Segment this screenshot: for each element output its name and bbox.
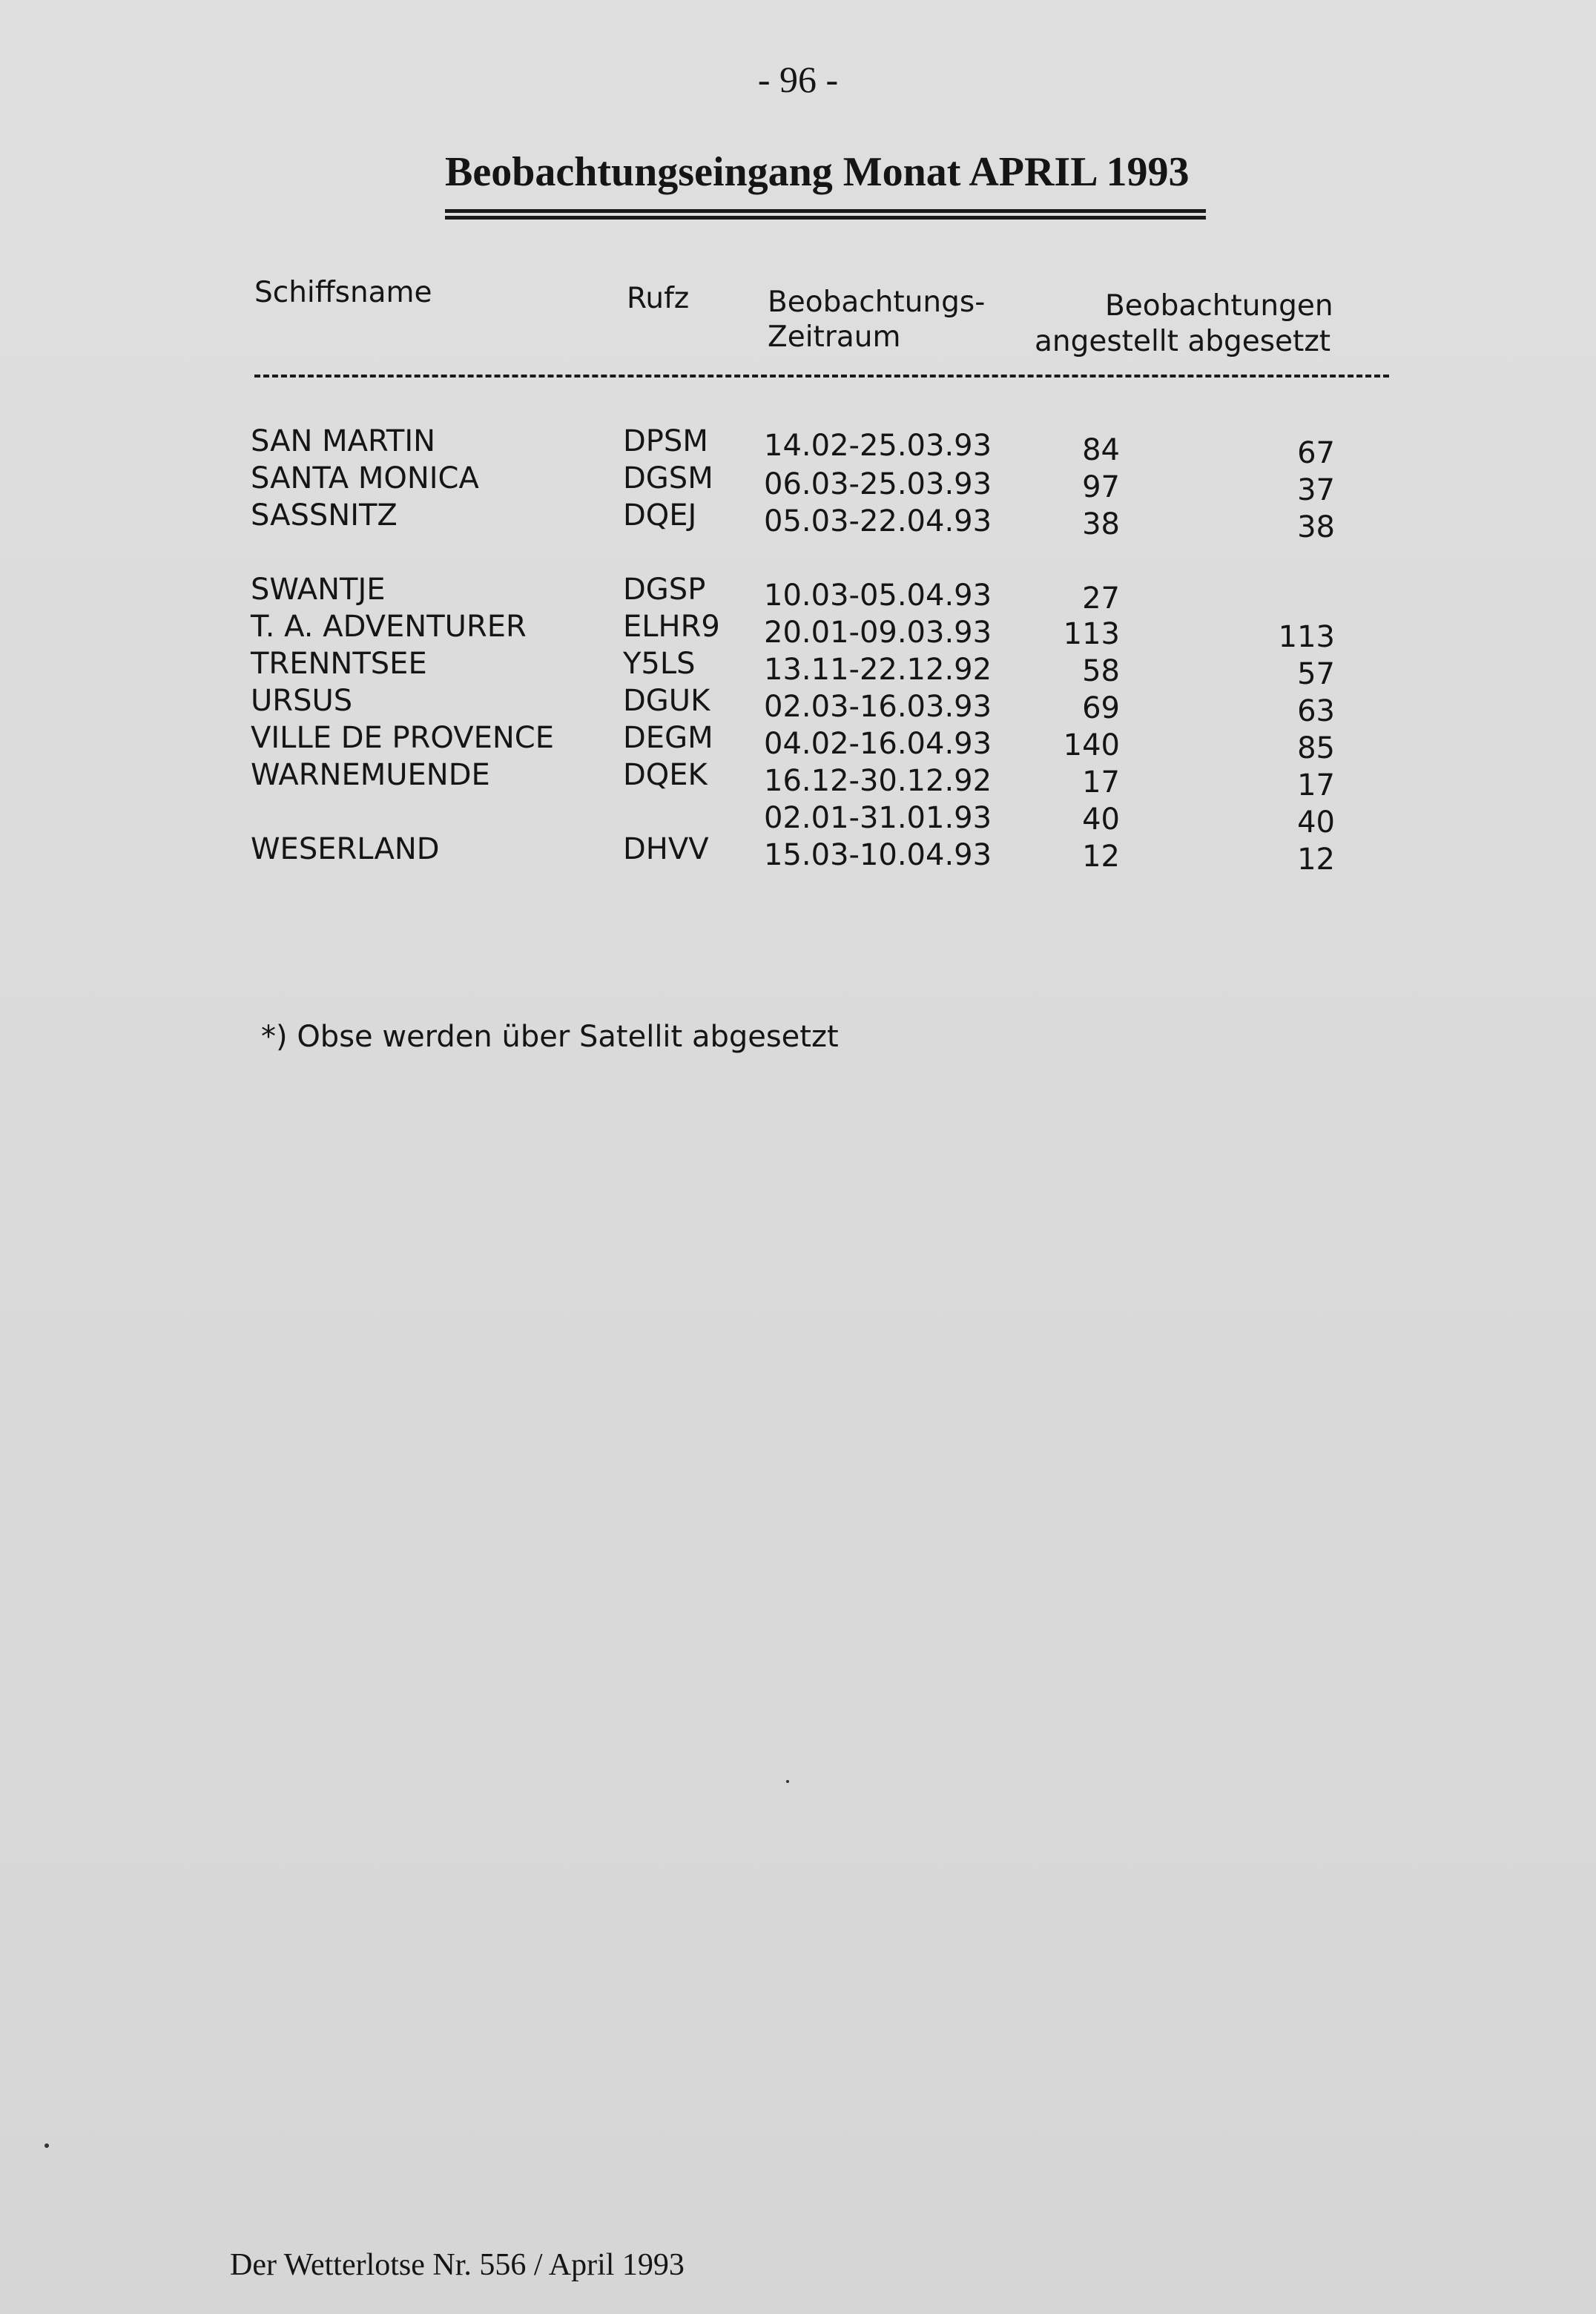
header-schiffsname: Schiffsname xyxy=(254,276,432,309)
cell-rufz: DGSM xyxy=(623,461,713,495)
table-row xyxy=(0,610,1596,654)
cell-abgesetzt: 37 xyxy=(1297,473,1335,507)
document-title: Beobachtungseingang Monat APRIL 1993 xyxy=(445,149,1190,195)
scan-speck xyxy=(44,2143,49,2148)
cell-abgesetzt: 63 xyxy=(1297,694,1335,728)
table-row xyxy=(0,758,1596,802)
table-row xyxy=(0,795,1596,840)
cell-name: WESERLAND xyxy=(251,832,440,866)
cell-rufz: DQEJ xyxy=(623,498,697,533)
table-row xyxy=(0,684,1596,728)
table-row xyxy=(0,461,1596,507)
cell-zeitraum: 02.01-31.01.93 xyxy=(764,801,992,835)
cell-abgesetzt: 40 xyxy=(1297,805,1335,840)
cell-angestellt: 58 xyxy=(1082,654,1120,688)
cell-name: URSUS xyxy=(251,684,353,718)
cell-abgesetzt: 57 xyxy=(1297,657,1335,691)
cell-name: T. A. ADVENTURER xyxy=(251,610,527,644)
cell-name: TRENNTSEE xyxy=(251,647,427,681)
cell-angestellt: 140 xyxy=(1063,728,1120,762)
table-row xyxy=(0,721,1596,765)
table-row xyxy=(0,424,1596,470)
cell-angestellt: 69 xyxy=(1082,691,1120,725)
table-row xyxy=(0,573,1596,616)
cell-abgesetzt: 67 xyxy=(1297,436,1335,470)
cell-zeitraum: 10.03-05.04.93 xyxy=(764,578,992,613)
header-zeitraum-line1: Beobachtungs- xyxy=(768,286,986,319)
table-row xyxy=(0,647,1596,691)
cell-name: SAN MARTIN xyxy=(251,424,436,458)
cell-name: SWANTJE xyxy=(251,573,386,607)
cell-zeitraum: 13.11-22.12.92 xyxy=(764,653,992,687)
cell-zeitraum: 20.01-09.03.93 xyxy=(764,616,992,650)
cell-zeitraum: 06.03-25.03.93 xyxy=(764,467,992,501)
page-footer: Der Wetterlotse Nr. 556 / April 1993 xyxy=(230,2248,685,2282)
page-number: - 96 - xyxy=(757,59,839,100)
cell-rufz: DPSM xyxy=(623,424,708,458)
cell-abgesetzt: 38 xyxy=(1297,510,1335,544)
footnote: *) Obse werden über Satellit abgesetzt xyxy=(261,1020,839,1054)
header-rufz: Rufz xyxy=(627,282,690,315)
header-angestellt-abgesetzt: angestellt abgesetzt xyxy=(1035,325,1331,358)
table-row xyxy=(0,832,1596,877)
cell-zeitraum: 05.03-22.04.93 xyxy=(764,504,992,538)
header-beobachtungen: Beobachtungen xyxy=(1105,289,1333,323)
cell-angestellt: 40 xyxy=(1082,802,1120,837)
cell-name: VILLE DE PROVENCE xyxy=(251,721,554,755)
cell-rufz: DGUK xyxy=(623,684,710,718)
cell-angestellt: 27 xyxy=(1082,581,1120,616)
cell-rufz: Y5LS xyxy=(623,647,696,681)
cell-zeitraum: 02.03-16.03.93 xyxy=(764,690,992,724)
cell-angestellt: 84 xyxy=(1082,433,1120,467)
cell-abgesetzt: 17 xyxy=(1297,768,1335,802)
cell-angestellt: 113 xyxy=(1063,617,1120,651)
table-divider xyxy=(254,375,1389,378)
cell-zeitraum: 14.02-25.03.93 xyxy=(764,429,992,463)
cell-angestellt: 97 xyxy=(1082,470,1120,504)
header-zeitraum-line2: Zeitraum xyxy=(768,320,901,354)
cell-abgesetzt: 12 xyxy=(1297,843,1335,877)
cell-abgesetzt: 113 xyxy=(1278,620,1335,654)
cell-rufz: DHVV xyxy=(623,832,709,866)
cell-angestellt: 17 xyxy=(1082,765,1120,800)
table-row xyxy=(0,498,1596,544)
cell-abgesetzt: 85 xyxy=(1297,731,1335,765)
cell-zeitraum: 04.02-16.04.93 xyxy=(764,727,992,761)
cell-zeitraum: 15.03-10.04.93 xyxy=(764,838,992,872)
cell-rufz: DEGM xyxy=(623,721,713,755)
cell-name: SASSNITZ xyxy=(251,498,398,533)
cell-rufz: ELHR9 xyxy=(623,610,720,644)
cell-rufz: DQEK xyxy=(623,758,708,792)
cell-zeitraum: 16.12-30.12.92 xyxy=(764,764,992,798)
scan-speck xyxy=(786,1780,789,1783)
title-underline-text xyxy=(445,200,1206,218)
cell-rufz: DGSP xyxy=(623,573,706,607)
cell-angestellt: 12 xyxy=(1082,840,1120,874)
cell-angestellt: 38 xyxy=(1082,507,1120,541)
cell-name: WARNEMUENDE xyxy=(251,758,490,792)
cell-name: SANTA MONICA xyxy=(251,461,479,495)
